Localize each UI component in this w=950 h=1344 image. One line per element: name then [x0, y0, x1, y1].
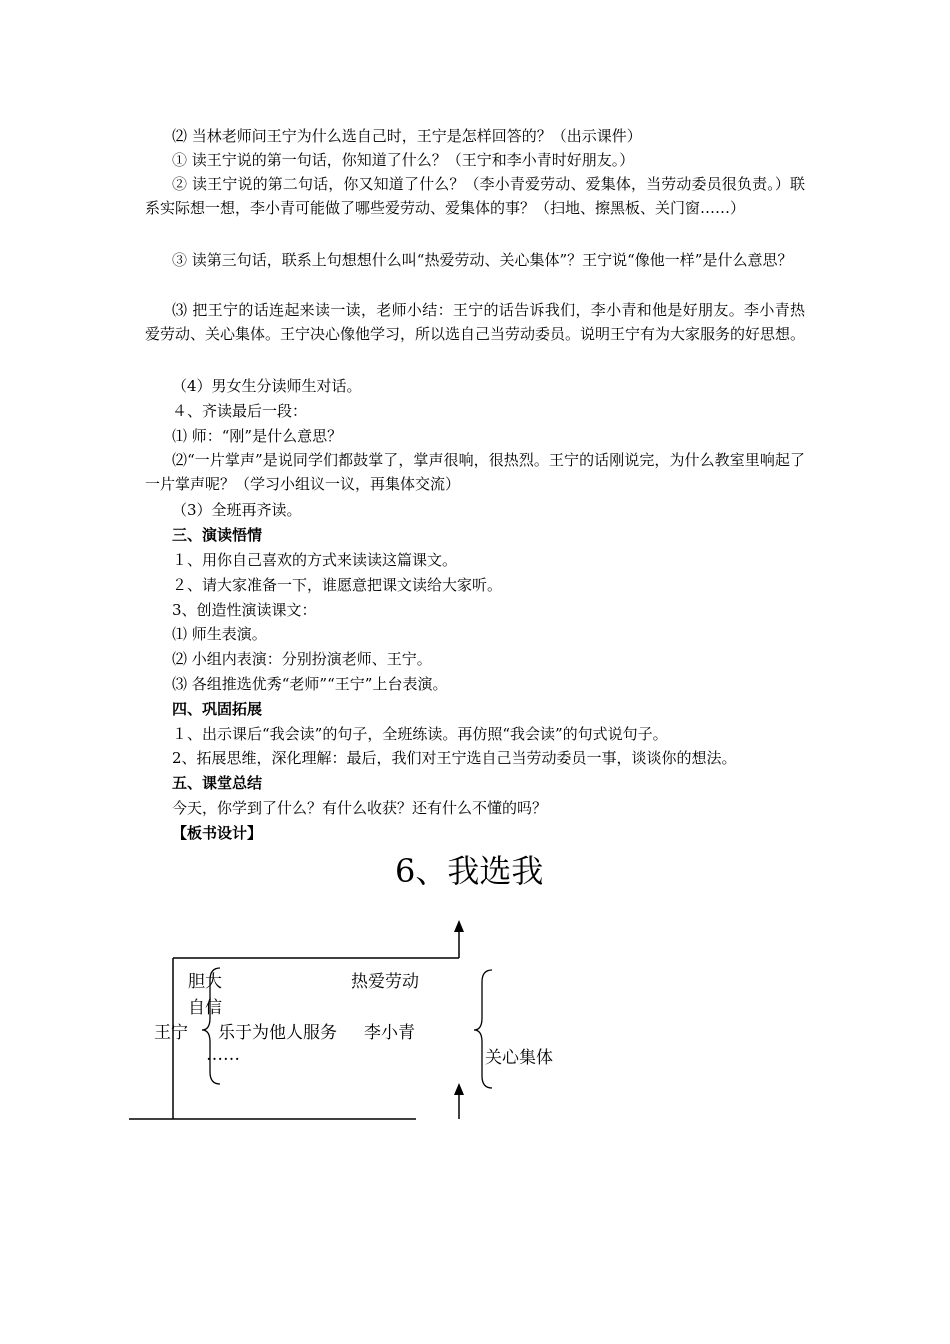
board-item-confident: 自信 — [188, 998, 222, 1018]
paragraph: （3）全班再齐读。 — [172, 501, 302, 519]
board-item-helpful: 乐于为他人服务 — [218, 1023, 337, 1043]
board-trait-labor: 热爱劳动 — [351, 972, 419, 992]
paragraph: 2、拓展思维，深化理解：最后，我们对王宁选自己当劳动委员一事，谈谈你的想法。 — [172, 749, 737, 767]
section-heading: 三、演读悟情 — [172, 526, 263, 544]
up-arrow-head-top — [454, 920, 464, 932]
paragraph: ⑶ 把王宁的话连起来读一读，老师小结：王宁的话告诉我们，李小青和他是好朋友。李小青热爱劳动、关心集体。王宁决心像他学习，所以选自己当劳动委员。说明王宁有为大家服务的好思想。 — [145, 301, 806, 343]
paragraph: ２、请大家准备一下，谁愿意把课文读给大家听。 — [172, 576, 503, 594]
board-trait-collective: 关心集体 — [485, 1048, 553, 1068]
board-name-wangning: 王宁 — [154, 1023, 188, 1043]
paragraph: １、出示课后“我会读”的句子，全班练读。再仿照“我会读”的句式说句子。 — [172, 725, 668, 743]
board-design-heading: 【板书设计】 — [172, 824, 263, 842]
paragraph: １、用你自己喜欢的方式来读读这篇课文。 — [172, 551, 458, 569]
paragraph: ⑴ 师生表演。 — [172, 625, 267, 643]
section-heading: 五、课堂总结 — [172, 774, 263, 792]
paragraph: 今天，你学到了什么？有什么收获？还有什么不懂的吗？ — [172, 799, 548, 817]
right-brace — [474, 970, 492, 1088]
paragraph: （4）男女生分读师生对话。 — [172, 377, 362, 395]
paragraph: ４、齐读最后一段： — [172, 402, 308, 420]
board-name-lixiaoqing: 李小青 — [364, 1023, 415, 1043]
paragraph: ③ 读第三句话，联系上句想想什么叫“热爱劳动、关心集体”？王宁说“像他一样”是什么意思？ — [172, 251, 793, 269]
board-item-brave: 胆大 — [188, 972, 222, 992]
section-heading: 四、巩固拓展 — [172, 700, 263, 718]
board-title: 6、我选我 — [395, 852, 544, 890]
paragraph: ① 读王宁说的第一句话，你知道了什么？（王宁和李小青时好朋友。） — [172, 151, 635, 169]
paragraph: 3、创造性演读课文： — [172, 601, 317, 619]
paragraph: ⑶ 各组推选优秀“老师”“王宁”上台表演。 — [172, 675, 448, 693]
paragraph: ② 读王宁说的第二句话，你又知道了什么？（李小青爱劳动、爱集体，当劳动委员很负责。）联系实际想一想，李小青可能做了哪些爱劳动、爱集体的事？（扫地、擦黑板、关门窗……） — [145, 175, 805, 217]
paragraph: ⑵ 小组内表演：分别扮演老师、王宁。 — [172, 650, 432, 668]
paragraph: ⑵ 当林老师问王宁为什么选自己时，王宁是怎样回答的？（出示课件） — [172, 127, 642, 145]
up-arrow-head-bottom — [454, 1083, 464, 1095]
board-item-ellipsis: …… — [206, 1045, 240, 1065]
paragraph: ⑵“一片掌声”是说同学们都鼓掌了，掌声很响，很热烈。王宁的话刚说完，为什么教室里响起了一片掌声呢？（学习小组议一议，再集体交流） — [145, 451, 805, 493]
paragraph: ⑴ 师：“刚”是什么意思？ — [172, 427, 343, 445]
